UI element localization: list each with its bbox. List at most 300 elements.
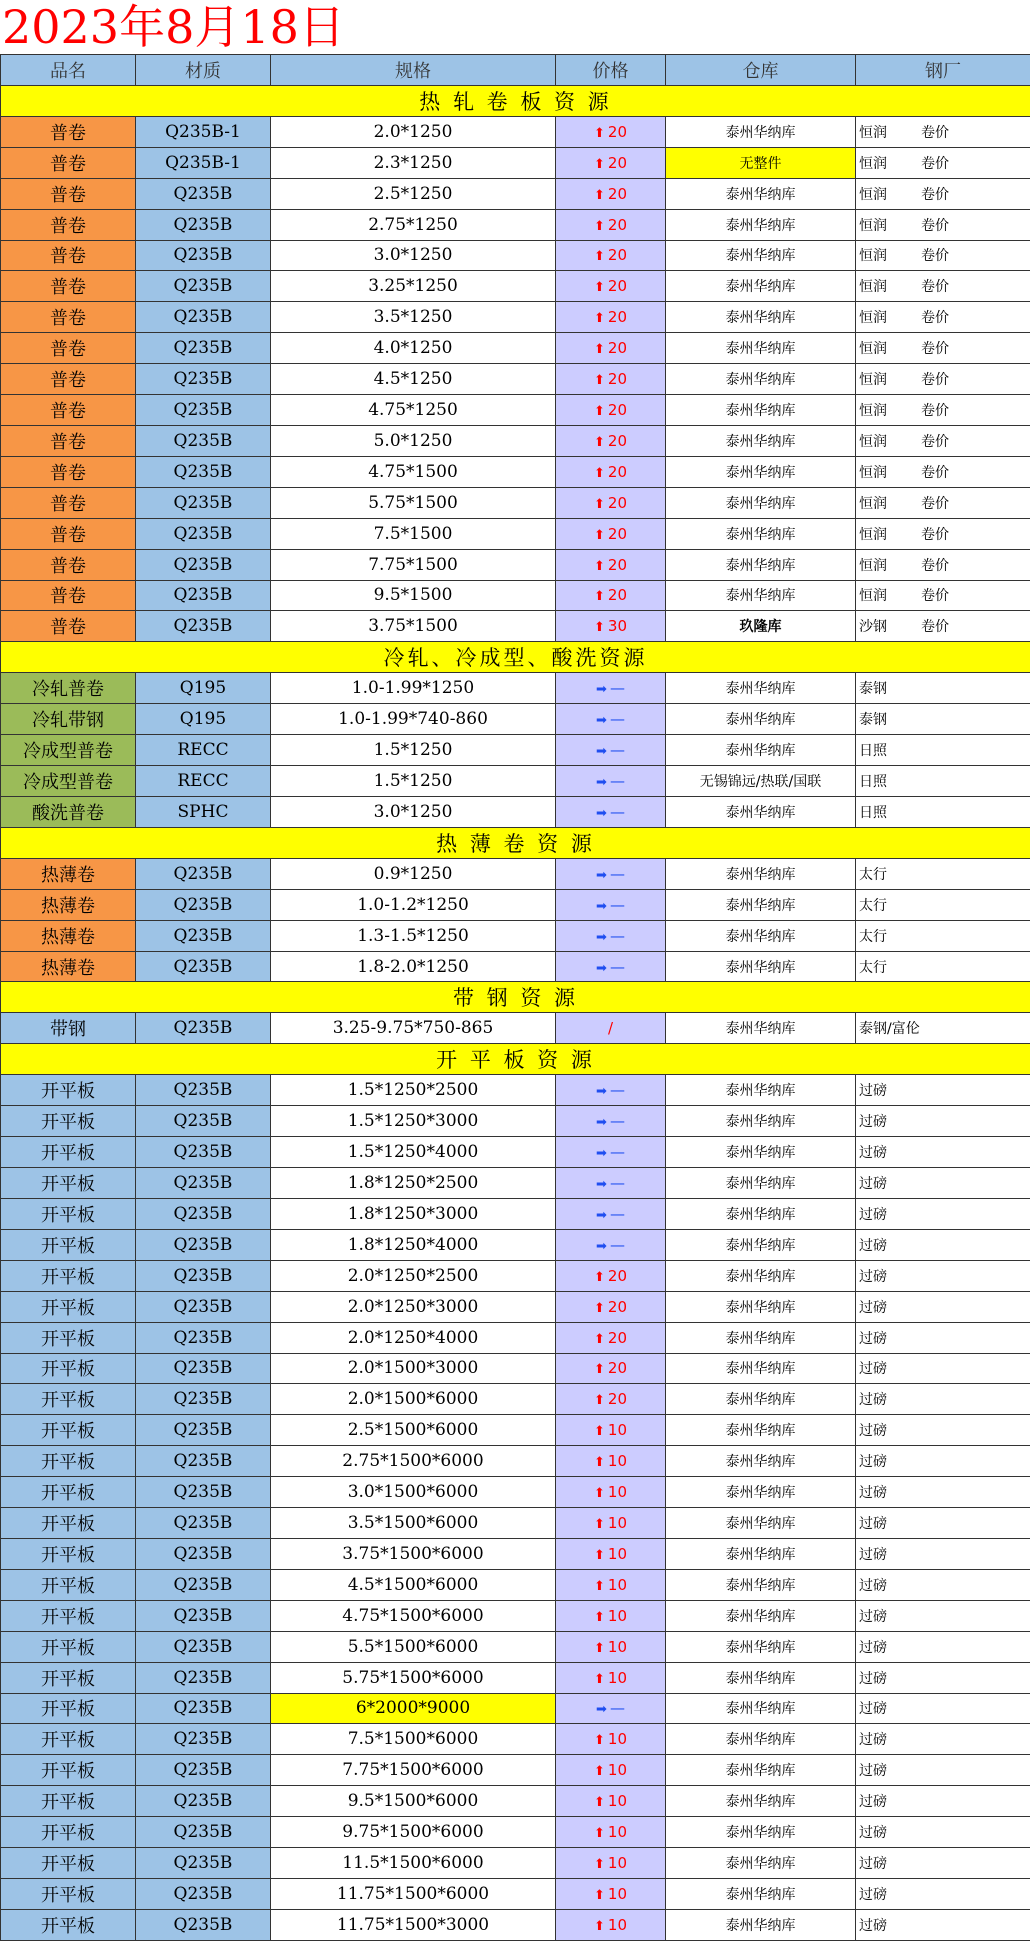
price-note: 卷价: [921, 217, 949, 234]
price-note: 卷价: [921, 341, 949, 358]
mill-name: 恒润: [859, 464, 887, 481]
price-cell: [556, 920, 666, 951]
table-row: [1, 1415, 1030, 1446]
warehouse-cell: 泰州华纳库: [666, 1229, 856, 1260]
product-name-cell: 普卷: [1, 487, 136, 518]
price-cell: [556, 1106, 666, 1137]
arrow-up-icon: ⬆: [594, 496, 605, 512]
price-cell: [556, 1477, 666, 1508]
mill-name: 恒润: [859, 341, 887, 358]
header-row: [1, 55, 1030, 86]
arrow-right-icon: ➡: [596, 1207, 607, 1223]
warehouse-cell: 泰州华纳库: [666, 858, 856, 889]
warehouse-cell: 泰州华纳库: [666, 1786, 856, 1817]
product-name-cell: 开平板: [1, 1909, 136, 1940]
table-row: [1, 1291, 1030, 1322]
price-value: 20: [607, 246, 627, 265]
material-cell: Q235B: [136, 1477, 271, 1508]
mill-name: 过磅: [859, 1516, 887, 1533]
mill-cell: [856, 1013, 1030, 1044]
price-value: 20: [607, 1297, 627, 1316]
warehouse-cell: 泰州华纳库: [666, 1569, 856, 1600]
product-name-cell: 开平板: [1, 1229, 136, 1260]
price-cell: [556, 1662, 666, 1693]
arrow-up-icon: ⬆: [594, 311, 605, 327]
table-row: [1, 1600, 1030, 1631]
section-header-row: [1, 85, 1030, 116]
table-row: [1, 735, 1030, 766]
warehouse-cell: 泰州华纳库: [666, 240, 856, 271]
table-row: [1, 487, 1030, 518]
material-cell: RECC: [136, 766, 271, 797]
price-table: [0, 54, 1030, 1941]
price-value: —: [609, 1204, 625, 1223]
table-row: [1, 1477, 1030, 1508]
price-cell: [556, 1817, 666, 1848]
product-name-cell: 开平板: [1, 1662, 136, 1693]
warehouse-cell: 泰州华纳库: [666, 1106, 856, 1137]
price-value: 20: [607, 462, 627, 481]
material-cell: Q235B: [136, 1600, 271, 1631]
warehouse-cell: 泰州华纳库: [666, 425, 856, 456]
mill-name: 泰钢: [859, 712, 887, 729]
material-cell: Q235B: [136, 395, 271, 426]
table-row: [1, 1168, 1030, 1199]
spec-cell: 1.3-1.5*1250: [271, 920, 556, 951]
arrow-up-icon: ⬆: [594, 1578, 605, 1594]
material-cell: Q235B: [136, 1878, 271, 1909]
table-row: [1, 1724, 1030, 1755]
product-name-cell: 冷成型普卷: [1, 735, 136, 766]
product-name-cell: 开平板: [1, 1446, 136, 1477]
price-cell: [556, 1569, 666, 1600]
spec-cell: 2.0*1500*3000: [271, 1353, 556, 1384]
page-title: 2023年8月18日: [2, 0, 345, 54]
spec-cell: 3.25-9.75*750-865: [271, 1013, 556, 1044]
material-cell: Q235B: [136, 1538, 271, 1569]
mill-name: 恒润: [859, 124, 887, 141]
mill-cell: [856, 1260, 1030, 1291]
warehouse-cell: 泰州华纳库: [666, 271, 856, 302]
mill-cell: [856, 1693, 1030, 1724]
price-note: 卷价: [921, 464, 949, 481]
arrow-right-icon: ➡: [596, 805, 607, 821]
price-cell: [556, 1600, 666, 1631]
mill-cell: [856, 1755, 1030, 1786]
warehouse-cell: 泰州华纳库: [666, 1662, 856, 1693]
spec-cell: 1.5*1250: [271, 735, 556, 766]
price-value: 10: [607, 1606, 627, 1625]
price-value: 10: [607, 1514, 627, 1533]
mill-name: 过磅: [859, 1701, 887, 1718]
mill-name: 过磅: [859, 1886, 887, 1903]
price-cell: [556, 364, 666, 395]
arrow-up-icon: ⬆: [594, 1795, 605, 1811]
price-cell: [556, 116, 666, 147]
price-note: 卷价: [921, 155, 949, 172]
price-value: 20: [607, 184, 627, 203]
table-row: [1, 333, 1030, 364]
arrow-up-icon: ⬆: [594, 1331, 605, 1347]
table-row: [1, 1755, 1030, 1786]
mill-name: 过磅: [859, 1268, 887, 1285]
mill-name: 过磅: [859, 1083, 887, 1100]
product-name-cell: 开平板: [1, 1477, 136, 1508]
warehouse-cell: 泰州华纳库: [666, 1538, 856, 1569]
table-row: [1, 1662, 1030, 1693]
product-name-cell: 开平板: [1, 1075, 136, 1106]
price-cell: [556, 1848, 666, 1879]
table-row: [1, 1786, 1030, 1817]
price-value: 20: [607, 1266, 627, 1285]
price-value: —: [609, 710, 625, 729]
header-spec: 规格: [271, 55, 556, 86]
spec-cell: 2.0*1250: [271, 116, 556, 147]
table-row: [1, 611, 1030, 642]
price-cell: [556, 1724, 666, 1755]
arrow-right-icon: ➡: [596, 1177, 607, 1193]
price-cell: [556, 271, 666, 302]
price-value: 10: [607, 1884, 627, 1903]
price-note: 卷价: [921, 526, 949, 543]
table-row: [1, 1013, 1030, 1044]
spec-cell: 4.75*1500*6000: [271, 1600, 556, 1631]
mill-name: 过磅: [859, 1825, 887, 1842]
price-value: 20: [607, 401, 627, 420]
table-row: [1, 1446, 1030, 1477]
table-row: [1, 425, 1030, 456]
product-name-cell: 普卷: [1, 178, 136, 209]
mill-name: 过磅: [859, 1361, 887, 1378]
warehouse-cell: 泰州华纳库: [666, 920, 856, 951]
mill-name: 过磅: [859, 1237, 887, 1254]
mill-name: 过磅: [859, 1299, 887, 1316]
spec-cell: 1.8*1250*2500: [271, 1168, 556, 1199]
price-value: 10: [607, 1915, 627, 1934]
mill-cell: [856, 549, 1030, 580]
arrow-up-icon: ⬆: [594, 1826, 605, 1842]
table-row: [1, 580, 1030, 611]
product-name-cell: 普卷: [1, 580, 136, 611]
mill-name: 太行: [859, 928, 887, 945]
material-cell: Q235B: [136, 951, 271, 982]
price-cell: [556, 147, 666, 178]
material-cell: Q235B: [136, 1817, 271, 1848]
table-row: [1, 1353, 1030, 1384]
warehouse-cell: 泰州华纳库: [666, 1508, 856, 1539]
arrow-right-icon: ➡: [596, 774, 607, 790]
material-cell: Q235B: [136, 1291, 271, 1322]
spec-cell: 2.3*1250: [271, 147, 556, 178]
price-note: 卷价: [921, 557, 949, 574]
table-row: [1, 1508, 1030, 1539]
mill-cell: [856, 1199, 1030, 1230]
mill-name: 恒润: [859, 155, 887, 172]
warehouse-cell: 泰州华纳库: [666, 1384, 856, 1415]
table-row: [1, 920, 1030, 951]
spec-cell: 4.5*1500*6000: [271, 1569, 556, 1600]
product-name-cell: 普卷: [1, 549, 136, 580]
price-value: 10: [607, 1544, 627, 1563]
mill-cell: [856, 1322, 1030, 1353]
product-name-cell: 热薄卷: [1, 920, 136, 951]
warehouse-cell: 泰州华纳库: [666, 704, 856, 735]
mill-cell: [856, 1631, 1030, 1662]
mill-cell: [856, 858, 1030, 889]
price-value: —: [609, 1235, 625, 1254]
price-value: 20: [607, 370, 627, 389]
warehouse-cell: 泰州华纳库: [666, 1415, 856, 1446]
price-cell: [556, 456, 666, 487]
table-row: [1, 1260, 1030, 1291]
arrow-up-icon: ⬆: [594, 1547, 605, 1563]
price-value: 10: [607, 1668, 627, 1687]
header-price: 价格: [556, 55, 666, 86]
mill-cell: [856, 673, 1030, 704]
mill-cell: [856, 364, 1030, 395]
section-header-row: [1, 642, 1030, 673]
price-cell: [556, 1631, 666, 1662]
mill-name: 恒润: [859, 310, 887, 327]
warehouse-cell: 无锡锦远/热联/国联: [666, 766, 856, 797]
table-row: [1, 1106, 1030, 1137]
mill-cell: [856, 1817, 1030, 1848]
spec-cell: 1.5*1250*2500: [271, 1075, 556, 1106]
warehouse-cell: 泰州华纳库: [666, 1260, 856, 1291]
spec-cell: 5.75*1500: [271, 487, 556, 518]
price-cell: [556, 673, 666, 704]
mill-cell: [856, 1291, 1030, 1322]
mill-name: 太行: [859, 897, 887, 914]
product-name-cell: 普卷: [1, 209, 136, 240]
material-cell: Q235B: [136, 1755, 271, 1786]
mill-cell: [856, 240, 1030, 271]
spec-cell: 3.75*1500*6000: [271, 1538, 556, 1569]
spec-cell: 7.75*1500*6000: [271, 1755, 556, 1786]
arrow-up-icon: ⬆: [594, 1856, 605, 1872]
price-value: 10: [607, 1792, 627, 1811]
spec-cell: 1.0-1.99*1250: [271, 673, 556, 704]
table-row: [1, 704, 1030, 735]
warehouse-cell: 泰州华纳库: [666, 518, 856, 549]
price-value: —: [609, 1112, 625, 1131]
product-name-cell: 酸洗普卷: [1, 796, 136, 827]
price-cell: [556, 1786, 666, 1817]
price-cell: [556, 333, 666, 364]
material-cell: Q235B: [136, 858, 271, 889]
material-cell: Q235B: [136, 1569, 271, 1600]
mill-cell: [856, 178, 1030, 209]
price-cell: [556, 1199, 666, 1230]
table-row: [1, 1199, 1030, 1230]
table-row: [1, 1137, 1030, 1168]
section-header-row: [1, 1044, 1030, 1075]
mill-cell: [856, 766, 1030, 797]
product-name-cell: 开平板: [1, 1199, 136, 1230]
spec-cell: 11.75*1500*6000: [271, 1878, 556, 1909]
price-cell: [556, 1693, 666, 1724]
arrow-up-icon: ⬆: [594, 1362, 605, 1378]
arrow-up-icon: ⬆: [594, 1455, 605, 1471]
arrow-up-icon: ⬆: [594, 1486, 605, 1502]
section-title: 热 薄 卷 资 源: [1, 827, 1030, 858]
section-title: 冷轧、冷成型、酸洗资源: [1, 642, 1030, 673]
mill-cell: [856, 1446, 1030, 1477]
price-note: 卷价: [921, 186, 949, 203]
spec-cell: 2.0*1250*3000: [271, 1291, 556, 1322]
table-row: [1, 1538, 1030, 1569]
warehouse-cell: 泰州华纳库: [666, 889, 856, 920]
price-value: 10: [607, 1575, 627, 1594]
price-value: —: [609, 741, 625, 760]
material-cell: Q235B: [136, 456, 271, 487]
section-title: 带 钢 资 源: [1, 982, 1030, 1013]
product-name-cell: 普卷: [1, 425, 136, 456]
product-name-cell: 开平板: [1, 1631, 136, 1662]
price-value: 10: [607, 1637, 627, 1656]
price-value: 20: [607, 308, 627, 327]
table-row: [1, 673, 1030, 704]
arrow-right-icon: ➡: [596, 929, 607, 945]
table-row: [1, 209, 1030, 240]
arrow-right-icon: ➡: [596, 1702, 607, 1718]
mill-cell: [856, 456, 1030, 487]
product-name-cell: 普卷: [1, 611, 136, 642]
table-row: [1, 858, 1030, 889]
price-value: —: [609, 1143, 625, 1162]
table-row: [1, 1817, 1030, 1848]
price-cell: [556, 1384, 666, 1415]
arrow-up-icon: ⬆: [594, 465, 605, 481]
table-body: [1, 85, 1030, 1940]
warehouse-cell: 泰州华纳库: [666, 1755, 856, 1786]
table-row: [1, 240, 1030, 271]
mill-cell: [856, 1848, 1030, 1879]
product-name-cell: 开平板: [1, 1538, 136, 1569]
price-cell: [556, 858, 666, 889]
arrow-right-icon: ➡: [596, 713, 607, 729]
spec-cell: 7.5*1500: [271, 518, 556, 549]
mill-cell: [856, 889, 1030, 920]
mill-cell: [856, 1168, 1030, 1199]
mill-name: 恒润: [859, 526, 887, 543]
price-value: —: [609, 1081, 625, 1100]
product-name-cell: 开平板: [1, 1508, 136, 1539]
price-cell: [556, 1291, 666, 1322]
spec-cell: 1.5*1250*3000: [271, 1106, 556, 1137]
product-name-cell: 带钢: [1, 1013, 136, 1044]
warehouse-cell: 泰州华纳库: [666, 1199, 856, 1230]
mill-name: 太行: [859, 959, 887, 976]
product-name-cell: 开平板: [1, 1168, 136, 1199]
mill-name: 过磅: [859, 1176, 887, 1193]
price-cell: [556, 1415, 666, 1446]
warehouse-cell: 泰州华纳库: [666, 1477, 856, 1508]
mill-cell: [856, 302, 1030, 333]
warehouse-cell: 泰州华纳库: [666, 673, 856, 704]
spec-cell: 2.5*1500*6000: [271, 1415, 556, 1446]
price-cell: [556, 518, 666, 549]
spec-cell: 1.8-2.0*1250: [271, 951, 556, 982]
price-cell: [556, 704, 666, 735]
section-header-row: [1, 827, 1030, 858]
price-value: —: [609, 864, 625, 883]
arrow-up-icon: ⬆: [594, 1300, 605, 1316]
material-cell: Q235B: [136, 580, 271, 611]
material-cell: Q235B-1: [136, 147, 271, 178]
warehouse-cell: 泰州华纳库: [666, 549, 856, 580]
arrow-up-icon: ⬆: [594, 1269, 605, 1285]
arrow-right-icon: ➡: [596, 960, 607, 976]
material-cell: Q235B: [136, 518, 271, 549]
mill-cell: [856, 920, 1030, 951]
spec-cell: 9.75*1500*6000: [271, 1817, 556, 1848]
product-name-cell: 普卷: [1, 456, 136, 487]
price-value: —: [609, 1699, 625, 1718]
price-value: —: [609, 771, 625, 790]
arrow-up-icon: ⬆: [594, 589, 605, 605]
spec-cell: 3.5*1500*6000: [271, 1508, 556, 1539]
spec-cell: 2.5*1250: [271, 178, 556, 209]
arrow-up-icon: ⬆: [594, 342, 605, 358]
price-value: 10: [607, 1483, 627, 1502]
mill-cell: [856, 951, 1030, 982]
table-row: [1, 1631, 1030, 1662]
material-cell: Q235B: [136, 1168, 271, 1199]
price-cell: [556, 766, 666, 797]
arrow-up-icon: ⬆: [594, 1517, 605, 1533]
table-row: [1, 549, 1030, 580]
header-mill: 钢厂: [856, 55, 1030, 86]
arrow-up-icon: ⬆: [594, 1887, 605, 1903]
product-name-cell: 开平板: [1, 1322, 136, 1353]
arrow-right-icon: ➡: [596, 1146, 607, 1162]
mill-cell: [856, 1229, 1030, 1260]
material-cell: Q235B: [136, 1446, 271, 1477]
warehouse-cell: 泰州华纳库: [666, 364, 856, 395]
mill-name: 过磅: [859, 1794, 887, 1811]
product-name-cell: 开平板: [1, 1693, 136, 1724]
price-cell: [556, 889, 666, 920]
material-cell: Q235B: [136, 1322, 271, 1353]
mill-cell: [856, 580, 1030, 611]
warehouse-cell: 泰州华纳库: [666, 1693, 856, 1724]
price-cell: [556, 487, 666, 518]
price-value: —: [609, 1174, 625, 1193]
material-cell: Q235B: [136, 1724, 271, 1755]
product-name-cell: 普卷: [1, 364, 136, 395]
product-name-cell: 热薄卷: [1, 858, 136, 889]
table-row: [1, 889, 1030, 920]
mill-name: 过磅: [859, 1454, 887, 1471]
product-name-cell: 普卷: [1, 395, 136, 426]
material-cell: Q235B: [136, 1631, 271, 1662]
material-cell: Q235B: [136, 549, 271, 580]
material-cell: Q235B: [136, 1415, 271, 1446]
arrow-up-icon: ⬆: [594, 404, 605, 420]
arrow-right-icon: ➡: [596, 1084, 607, 1100]
table-row: [1, 178, 1030, 209]
table-row: [1, 1075, 1030, 1106]
warehouse-cell: 泰州华纳库: [666, 302, 856, 333]
material-cell: Q235B: [136, 1229, 271, 1260]
arrow-right-icon: ➡: [596, 867, 607, 883]
table-row: [1, 518, 1030, 549]
product-name-cell: 普卷: [1, 302, 136, 333]
material-cell: Q235B: [136, 209, 271, 240]
product-name-cell: 冷轧普卷: [1, 673, 136, 704]
mill-name: 过磅: [859, 1114, 887, 1131]
